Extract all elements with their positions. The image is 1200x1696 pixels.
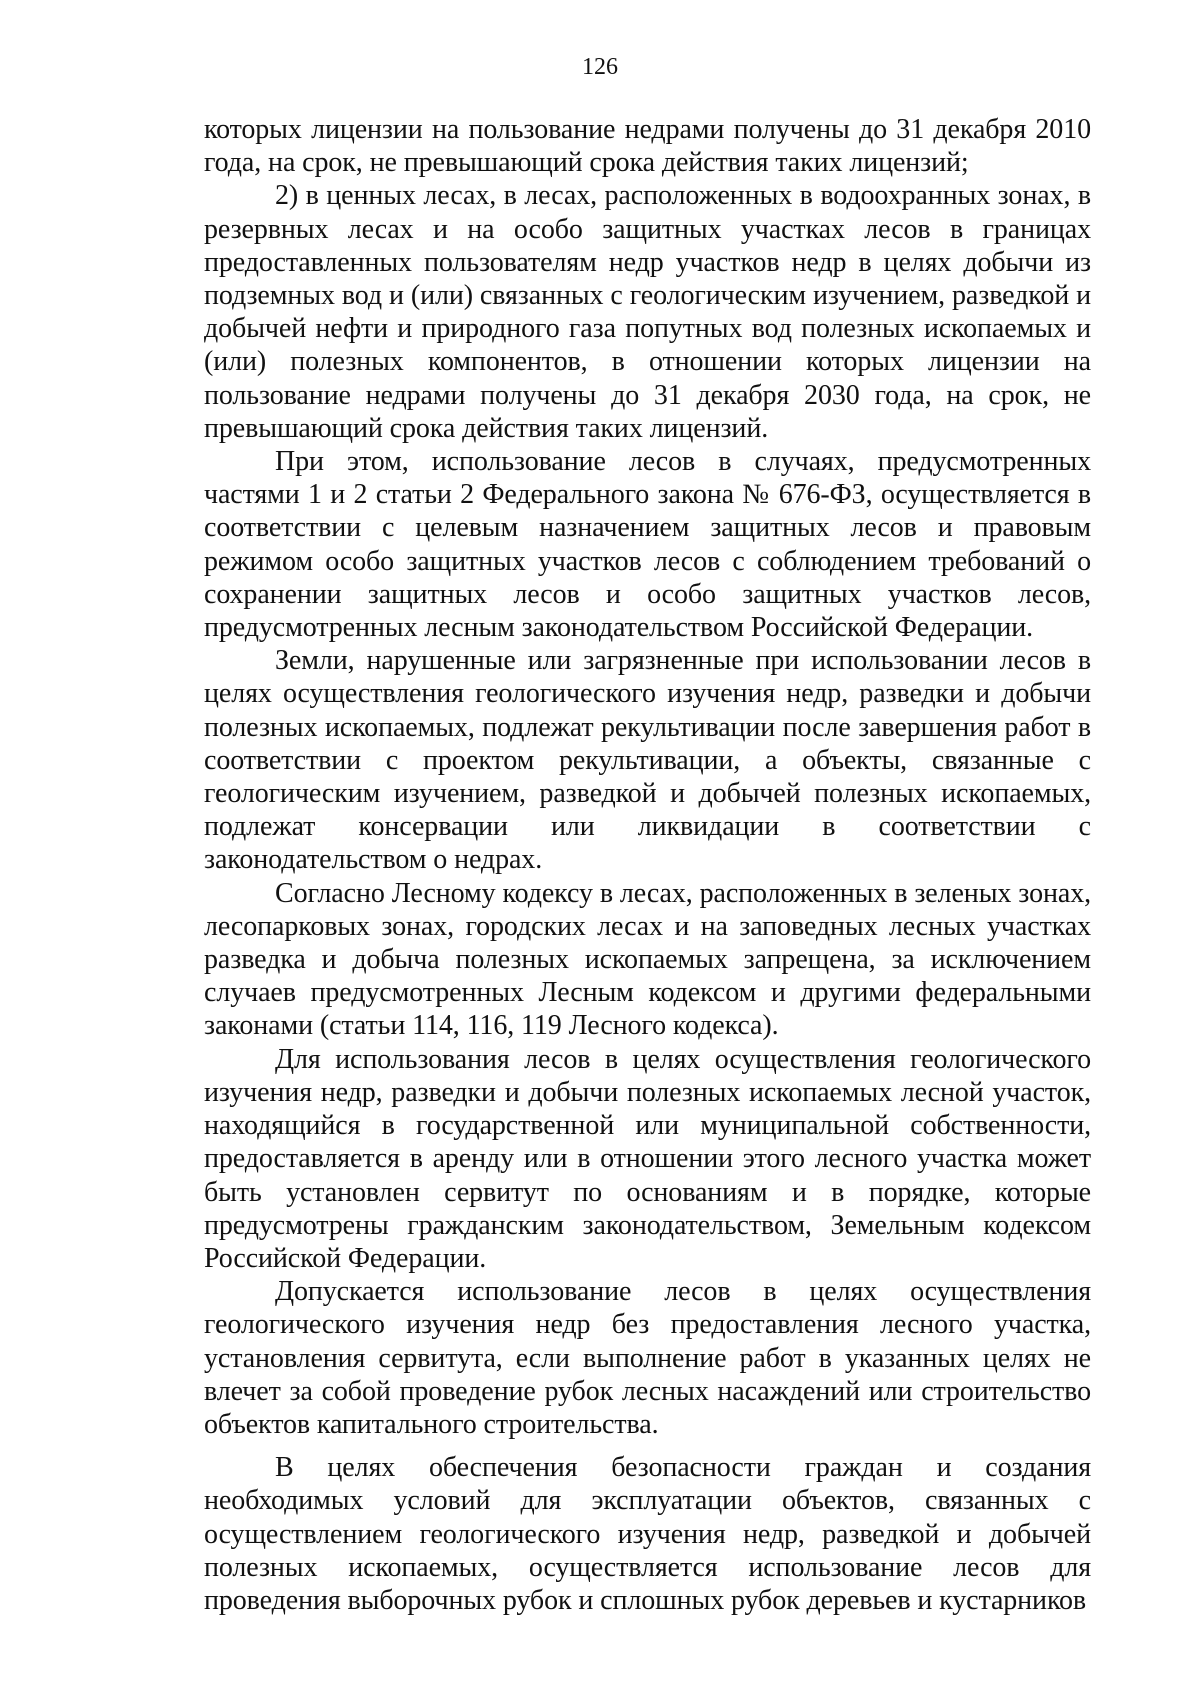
paragraph: Допускается использование лесов в целях осуществления геологического изучения недр без предоставления лесного участка, установления сервитута, если выполнение работ в указанных целях не влечет за собой проведение рубок лесных насаждений или строительство объектов капитального строительства. xyxy=(204,1276,1091,1440)
paragraph: При этом, использование лесов в случаях, предусмотренных частями 1 и 2 статьи 2 Федерального закона № 676-ФЗ, осуществляется в соответствии с целевым назначением защитных лесов и правовым режимом особо защитных участков лесов с соблюдением требований о сохранении защитных лесов и особо защитных участков лесов, предусмотренных лесным законодательством Российской Федерации. xyxy=(204,446,1091,644)
paragraph: Для использования лесов в целях осуществления геологического изучения недр, разведки и добычи полезных ископаемых лесной участок, находящийся в государственной или муниципальной собственности, предоставляется в аренду или в отношении этого лесного участка может быть установлен сервитут по основаниям и в порядке, которые предусмотрены гражданским законодательством, Земельным кодексом Российской Федерации. xyxy=(204,1043,1091,1274)
paragraph-item-2: 2) в ценных лесах, в лесах, расположенных в водоохранных зонах, в резервных лесах и на особо защитных участках лесов в границах предоставленных пользователям недр участков недр в целях добычи из подземных вод и (или) связанных с геологическим изучением, разведкой и добычей нефти и природного газа попутных вод полезных ископаемых и (или) полезных компонентов, в отношении которых лицензии на пользование недрами получены до 31 декабря 2030 года, на срок, не превышающий срока действия таких лицензий. xyxy=(204,180,1091,444)
page-number: 126 xyxy=(582,54,618,80)
document-body xyxy=(204,113,1091,1617)
paragraph: Согласно Лесному кодексу в лесах, расположенных в зеленых зонах, лесопарковых зонах, городских лесах и на заповедных лесных участках разведка и добыча полезных ископаемых запрещена, за исключением случаев предусмотренных Лесным кодексом и другими федеральными законами (статьи 114, 116, 119 Лесного кодекса). xyxy=(204,877,1091,1042)
paragraph-continuation: которых лицензии на пользование недрами получены до 31 декабря 2010 года, на срок, не превышающий срока действия таких лицензий; xyxy=(204,114,1091,179)
paragraph: Земли, нарушенные или загрязненные при использовании лесов в целях осуществления геологического изучения недр, разведки и добычи полезных ископаемых, подлежат рекультивации после завершения работ в соответствии с проектом рекультивации, а объекты, связанные с геологическим изучением, разведкой и добычей полезных ископаемых, подлежат консервации или ликвидации в соответствии с законодательством о недрах. xyxy=(204,645,1091,876)
paragraph: В целях обеспечения безопасности граждан и создания необходимых условий для эксплуатации объектов, связанных с осуществлением геологического изучения недр, разведкой и добычей полезных ископаемых, осуществляется использование лесов для проведения выборочных рубок и сплошных рубок деревьев и кустарников xyxy=(204,1452,1091,1616)
